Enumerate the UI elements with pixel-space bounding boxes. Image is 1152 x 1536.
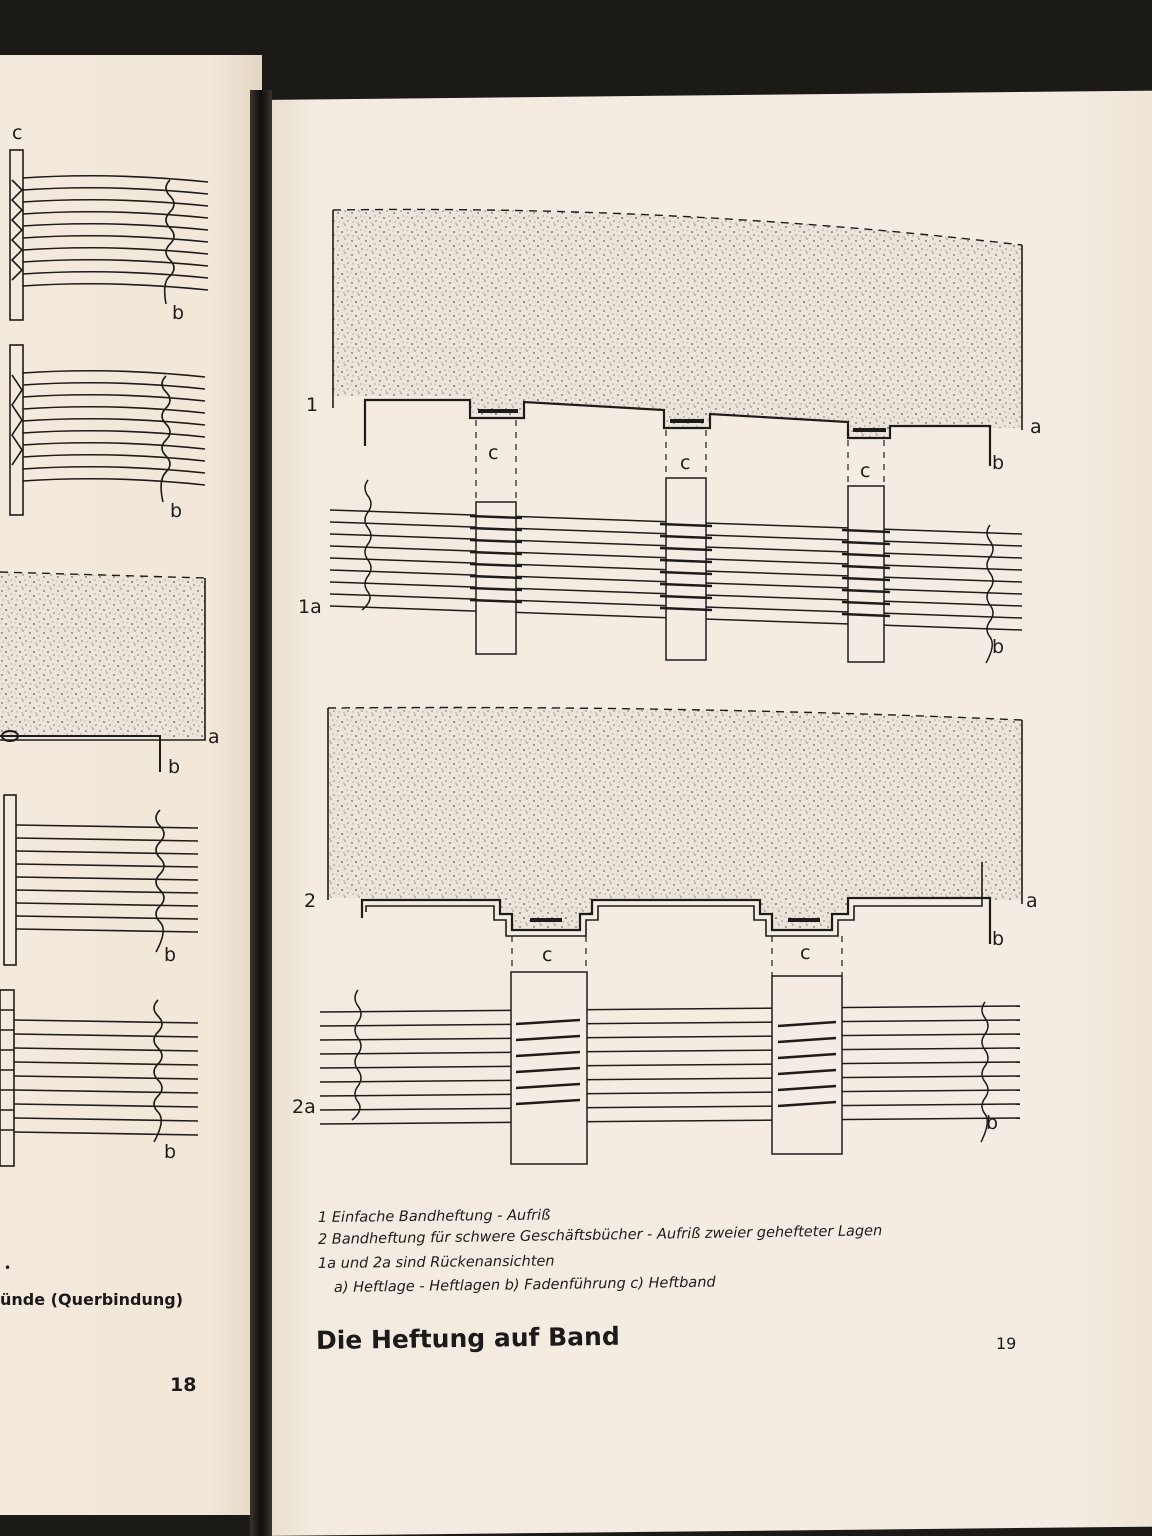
caption-line-4: a) Heftlage - Heftlagen b) Fadenführung c) Heftband bbox=[333, 1274, 716, 1296]
right-page-number: 19 bbox=[996, 1334, 1017, 1353]
left-bullet: • bbox=[4, 1261, 12, 1275]
figure-2a-spine-view bbox=[320, 972, 1020, 1164]
left-caption-fragment: ünde (Querbindung) bbox=[0, 1290, 184, 1309]
left-label-a: a bbox=[208, 726, 220, 748]
fig2-number: 2 bbox=[304, 890, 317, 912]
fig2a-label-b: b bbox=[986, 1112, 999, 1134]
fig2-label-c-left: c bbox=[542, 944, 553, 966]
left-diagram-3 bbox=[0, 572, 205, 772]
fig1a-label-b: b bbox=[992, 636, 1005, 658]
fig2-label-b: b bbox=[992, 928, 1005, 950]
fig1-label-c-right: c bbox=[860, 460, 871, 482]
fig1-label-a: a bbox=[1030, 416, 1042, 438]
fig1-number: 1 bbox=[306, 394, 319, 416]
fig1a-number: 1a bbox=[298, 596, 322, 618]
fig1-label-c-left: c bbox=[488, 442, 499, 464]
page-heading: Die Heftung auf Band bbox=[315, 1321, 620, 1355]
left-diagram-1 bbox=[10, 150, 208, 320]
left-label-b2: b bbox=[170, 500, 183, 522]
caption-line-1: 1 Einfache Bandheftung - Aufriß bbox=[317, 1207, 551, 1226]
left-label-b4: b bbox=[164, 944, 177, 966]
left-diagram-4 bbox=[4, 795, 198, 965]
left-label-b1: b bbox=[172, 302, 185, 324]
figure-2-elevation bbox=[328, 708, 1022, 977]
fig2-label-a: a bbox=[1026, 890, 1038, 912]
left-diagram-5 bbox=[0, 990, 198, 1166]
left-label-c: c bbox=[12, 122, 23, 144]
left-page-number: 18 bbox=[170, 1374, 197, 1396]
fig2-label-c-right: c bbox=[800, 942, 811, 964]
figure-1-elevation bbox=[333, 209, 1022, 500]
left-label-b5: b bbox=[164, 1141, 177, 1163]
fig1-label-b: b bbox=[992, 452, 1005, 474]
fig2a-number: 2a bbox=[292, 1096, 316, 1118]
figure-1a-spine-view bbox=[330, 478, 1022, 663]
caption-line-2: 2 Bandheftung für schwere Geschäftsbücher - Aufriß zweier gehefteter Lagen bbox=[317, 1223, 883, 1248]
left-diagram-2 bbox=[10, 345, 205, 515]
left-label-b3: b bbox=[168, 756, 181, 778]
fig1-label-c-mid: c bbox=[680, 452, 691, 474]
caption-line-3: 1a und 2a sind Rückenansichten bbox=[317, 1253, 555, 1272]
